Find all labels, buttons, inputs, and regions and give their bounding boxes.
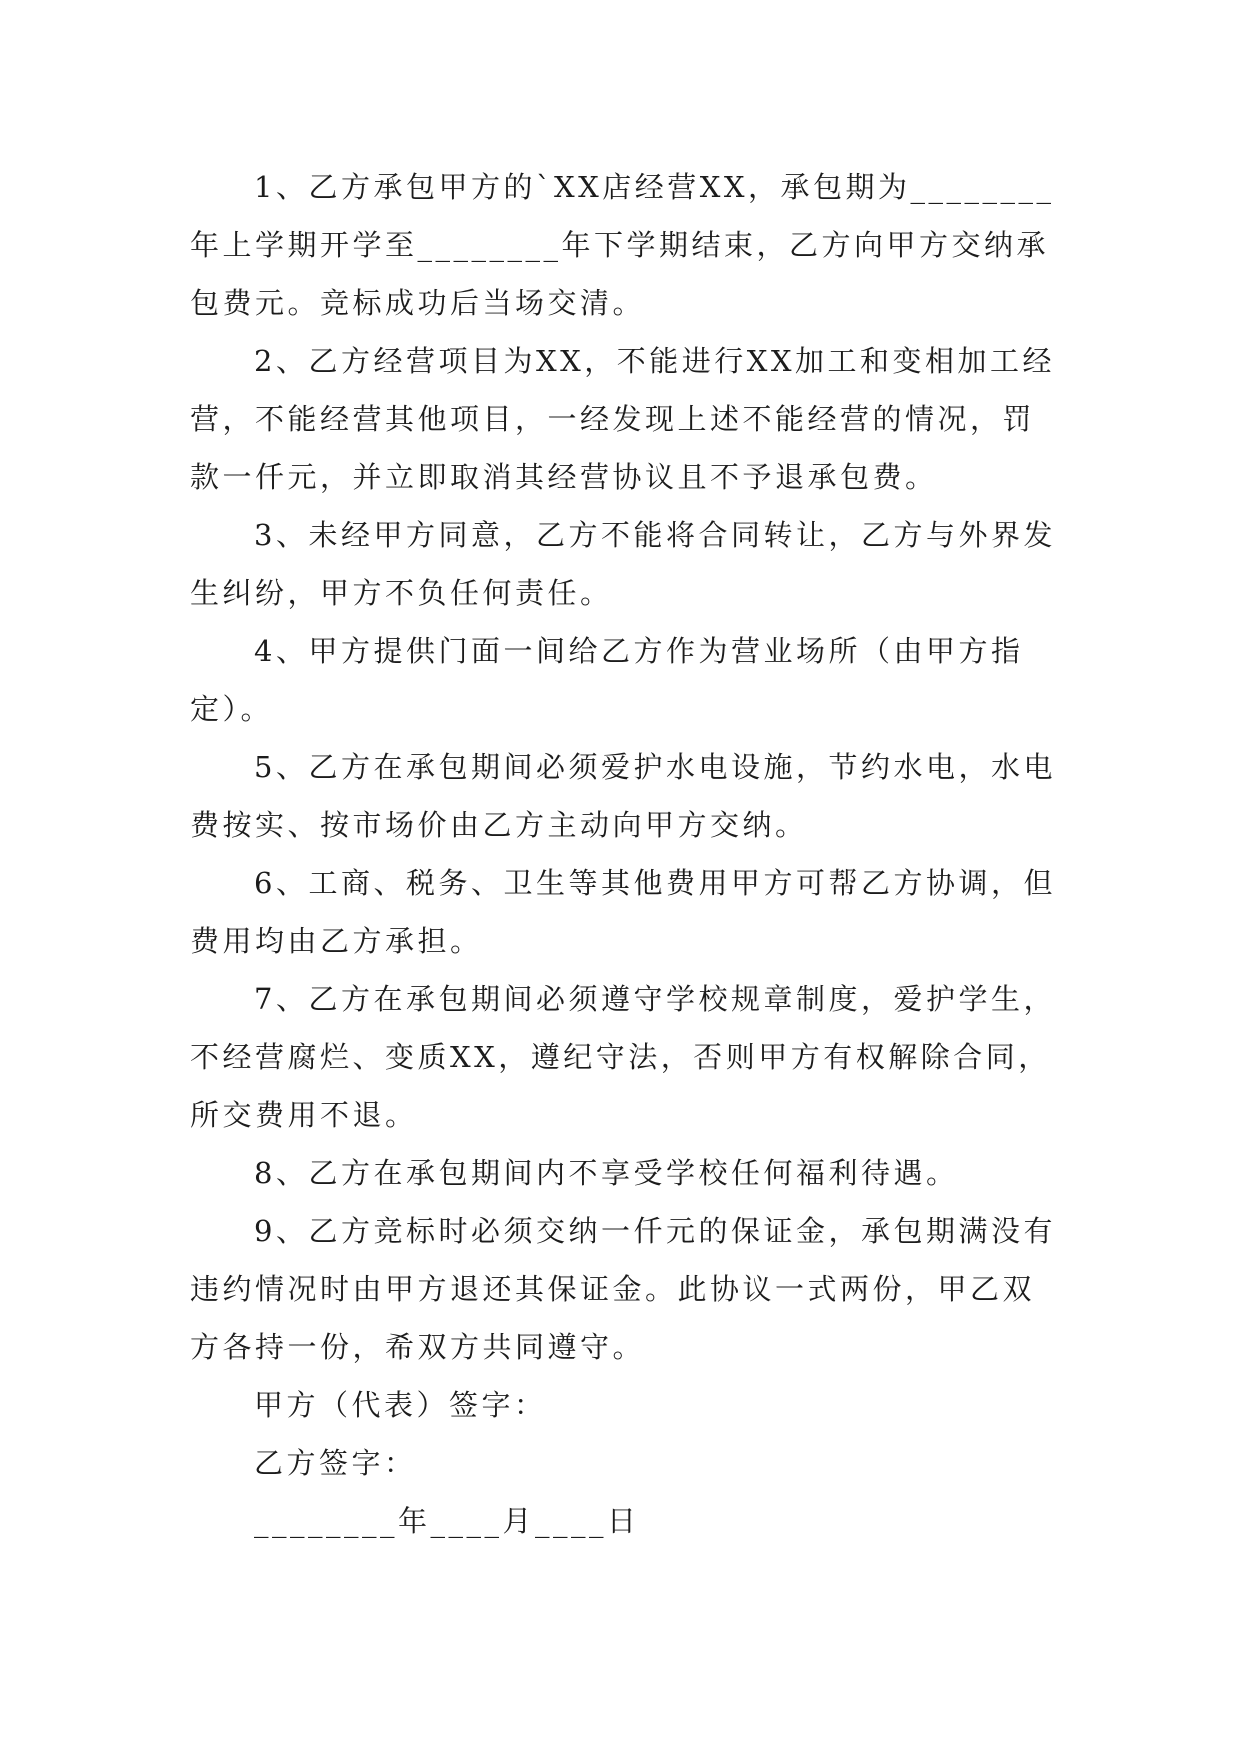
clause-1: 1、乙方承包甲方的`XX店经营XX，承包期为________年上学期开学至________年下学期结束，乙方向甲方交纳承包费元。竞标成功后当场交清。 — [190, 170, 1055, 320]
clause-7: 7、乙方在承包期间必须遵守学校规章制度，爱护学生，不经营腐烂、变质XX，遵纪守法，否则甲方有权解除合同，所交费用不退。 — [190, 982, 1056, 1132]
clause-6: 6、工商、税务、卫生等其他费用甲方可帮乙方协调，但费用均由乙方承担。 — [190, 866, 1056, 958]
clause-8: 8、乙方在承包期间内不享受学校任何福利待遇。 — [254, 1156, 959, 1190]
party-a-signature: 甲方（代表）签字： — [254, 1388, 547, 1422]
clause-9: 9、乙方竞标时必须交纳一仟元的保证金，承包期满没有违约情况时由甲方退还其保证金。此协议一式两份，甲乙双方各持一份，希双方共同遵守。 — [190, 1214, 1056, 1364]
party-b-signature: 乙方签字： — [254, 1446, 417, 1480]
clause-5: 5、乙方在承包期间必须爱护水电设施，节约水电，水电费按实、按市场价由乙方主动向甲方交纳。 — [190, 750, 1056, 842]
clause-2: 2、乙方经营项目为XX，不能进行XX加工和变相加工经营，不能经营其他项目，一经发现上述不能经营的情况，罚款一仟元，并立即取消其经营协议且不予退承包费。 — [190, 344, 1056, 494]
clause-3: 3、未经甲方同意，乙方不能将合同转让，乙方与外界发生纠纷，甲方不负任何责任。 — [190, 518, 1056, 610]
signature-date: ________年____月____日 — [254, 1504, 640, 1538]
clause-4: 4、甲方提供门面一间给乙方作为营业场所（由甲方指定）。 — [190, 634, 1024, 726]
document-body — [190, 158, 1065, 1550]
